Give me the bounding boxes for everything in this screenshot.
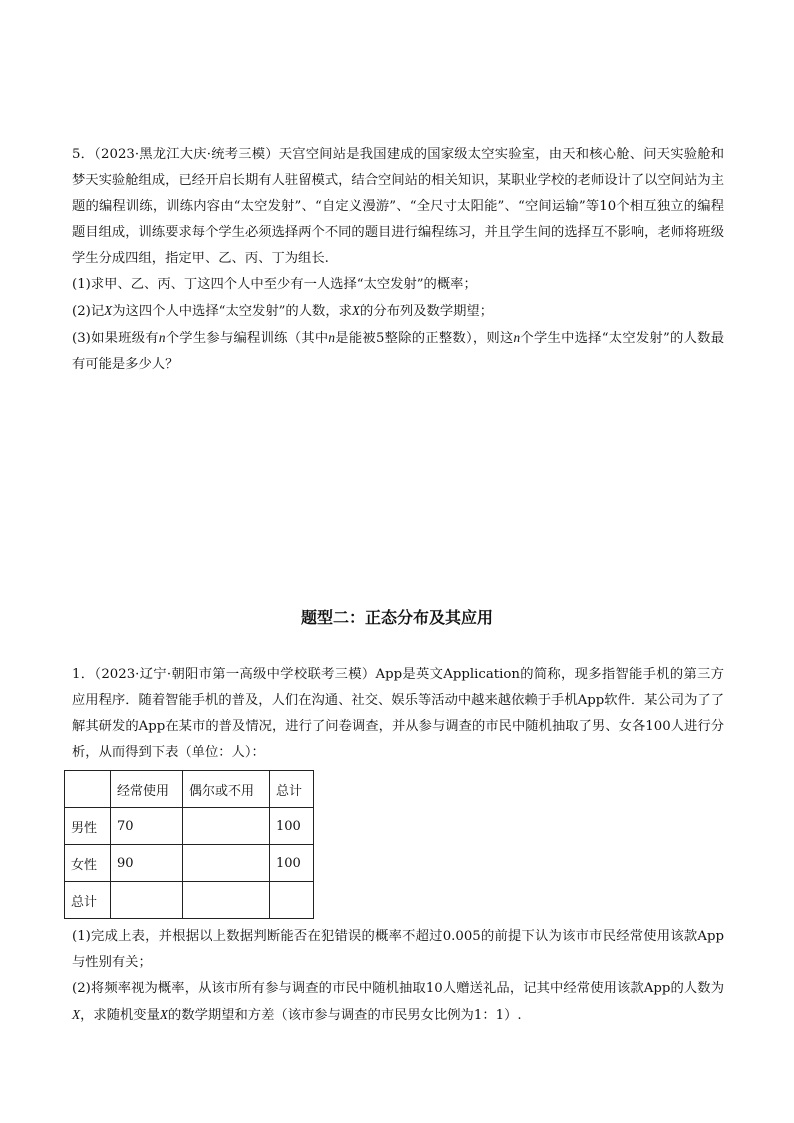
problem-1-stem [72, 662, 724, 766]
variable-n: n [328, 330, 336, 345]
problem-5-stem [72, 142, 724, 272]
sub-question-1: (1)完成上表，并根据以上数据判断能否在犯错误的概率不超过0.005的前提下认为该市市民经常使用该款App与性别有关； [72, 929, 724, 970]
variable-x: X [159, 1007, 169, 1022]
table-row [65, 882, 314, 919]
problem-stem-text: 天宫空间站是我国建成的国家级太空实验室，由天和核心舱、问天实验舱和梦天实验舱组成，已经开启长期有人驻留模式，结合空间站的相关知识，某职业学校的老师设计了以空间站为主题的编程训练，训练内容由“太空发射”、“自定义漫游”、“全尺寸太阳能”、“空间运输”等10个相互独立的编程题目组成，训练要求每个学生必须选择两个不同的题目进行编程练习，并且学生间的选择互不影响，老师将班级学生分成四组，指定甲、乙、丙、丁为组长. [72, 147, 724, 266]
table-cell: 女性 [65, 845, 111, 882]
problem-number: 1． [72, 667, 95, 682]
table-row [65, 808, 314, 845]
variable-n: n [513, 330, 521, 345]
table-cell [183, 808, 270, 845]
variable-x: X [351, 303, 361, 318]
table-row [65, 845, 314, 882]
table-header-row [65, 771, 314, 808]
table-cell: 100 [270, 845, 314, 882]
section-heading: 题型二：正态分布及其应用 [300, 608, 493, 627]
variable-x: X [104, 303, 113, 318]
table-header-cell: 经常使用 [111, 771, 183, 808]
table-cell [270, 882, 314, 919]
variable-x: X [72, 1007, 81, 1022]
problem-number: 5． [72, 147, 95, 162]
sub-question-1: (1)求甲、乙、丙、丁这四个人中至少有一人选择“太空发射”的概率； [72, 277, 477, 292]
survey-table [64, 770, 314, 919]
table-cell: 90 [111, 845, 183, 882]
problem-stem-text: App是英文Application的简称，现多指智能手机的第三方应用程序．随着智能手机的普及，人们在沟通、社交、娱乐等活动中越来越依赖于手机App软件．某公司为了了解其研发的App在某市的普及情况，进行了问卷调查，并从参与调查的市民中随机抽取了男、女各100人进行分析，从而得到下表（单位：人）： [72, 667, 724, 760]
table-cell [183, 845, 270, 882]
table-cell: 70 [111, 808, 183, 845]
problem-1 [72, 662, 724, 766]
table-cell [111, 882, 183, 919]
table-cell: 100 [270, 808, 314, 845]
variable-n: n [158, 330, 166, 345]
table-cell: 总计 [65, 882, 111, 919]
table-header-cell: 总计 [270, 771, 314, 808]
problem-1-questions [72, 924, 724, 1029]
sub-question-2: (2)记X为这四个人中选择“太空发射”的人数，求X的分布列及数学期望； [72, 303, 494, 319]
table-cell [183, 882, 270, 919]
table-cell: 男性 [65, 808, 111, 845]
table-cell [65, 771, 111, 808]
problem-5 [72, 142, 724, 378]
table-header-cell: 偶尔或不用 [183, 771, 270, 808]
problem-source: （2023·辽宁·朝阳市第一高级中学校联考三模） [94, 667, 376, 682]
sub-question-2: (2)将频率视为概率，从该市所有参与调查的市民中随机抽取10人赠送礼品，记其中经常使用该款App的人数为X，求随机变量X的数学期望和方差（该市参与调查的市民男女比例为1：1）. [72, 981, 724, 1023]
problem-source: （2023·黑龙江大庆·统考三模） [94, 147, 279, 162]
sub-question-3: (3)如果班级有n个学生参与编程训练（其中n是能被5整除的正整数），则这n个学生中选择“太空发射”的人数最有可能是多少人？ [72, 330, 724, 372]
